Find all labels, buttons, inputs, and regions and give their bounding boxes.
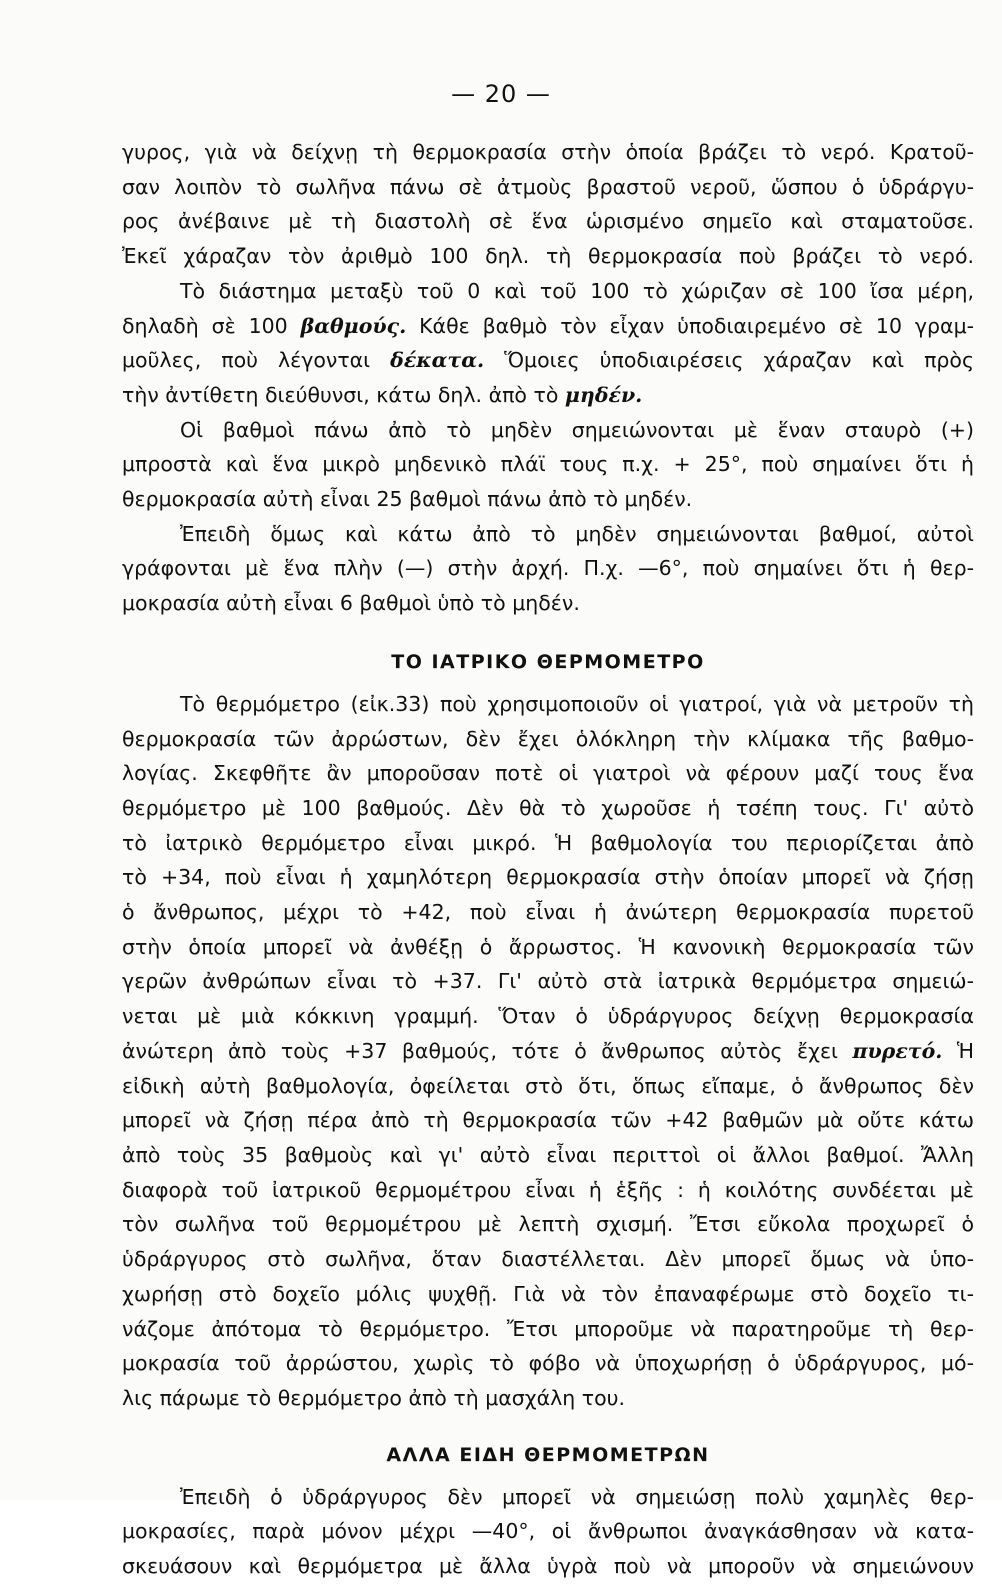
text-line: ὁ ἄνθρωπος, μέχρι τὸ +42, ποὺ εἶναι ἡ ἀνώτερη θερμοκρασία πυρετοῦ bbox=[122, 900, 974, 925]
paragraph-positive-degrees bbox=[122, 413, 974, 517]
emphasis-term-fever: πυρετό. bbox=[852, 1038, 943, 1063]
paragraph-degrees bbox=[122, 274, 974, 413]
text-segment: τὴν ἀντίθετη διεύθυνσι, κάτω δηλ. ἀπὸ τὸ bbox=[122, 382, 565, 407]
text-line: μοκρασία αὐτὴ εἶναι 6 βαθμοὶ ὑπὸ τὸ μηδέν. bbox=[122, 591, 580, 616]
text-line: γυρος, γιὰ νὰ δείχνῃ τὴ θερμοκρασία στὴν ὁποία βράζει τὸ νερό. Κρατοῦ- bbox=[122, 140, 974, 164]
text-line: Ἐπειδὴ ὁ ὑδράργυρος δὲν μπορεῖ νὰ σημειώσῃ πολὺ χαμηλὲς θερ- bbox=[180, 1484, 974, 1509]
paragraph-other-thermometers bbox=[122, 1480, 974, 1584]
text-line: εἰδικὴ αὐτὴ βαθμολογία, ὀφείλεται στὸ ὅτι, ὅπως εἴπαμε, ὁ ἄνθρωπος δὲν bbox=[122, 1073, 974, 1098]
text-line bbox=[122, 343, 974, 378]
text-line: τὸ ἰατρικὸ θερμόμετρο εἶναι μικρό. Ἡ βαθμολογία του περιορίζεται ἀπὸ bbox=[122, 830, 974, 855]
text-line: Τὸ θερμόμετρο (εἰκ.33) ποὺ χρησιμοποιοῦν οἱ γιατροί, γιὰ νὰ μετροῦν τὴ bbox=[180, 691, 974, 716]
text-line: μοκρασίες, παρὰ μόνον μέχρι —40°, οἱ ἄνθρωποι ἀναγκάσθησαν νὰ κατα- bbox=[122, 1519, 974, 1544]
emphasis-term-tenths: δέκατα. bbox=[390, 348, 485, 373]
text-line: μπροστὰ καὶ ἕνα μικρὸ μηδενικὸ πλάϊ τους π.χ. + 25°, ποὺ σημαίνει ὅτι ἡ bbox=[122, 452, 974, 477]
text-segment: Ἡ bbox=[942, 1038, 974, 1063]
text-line: Ἐπειδὴ ὅμως καὶ κάτω ἀπὸ τὸ μηδὲν σημειώνονται βαθμοί, αὐτοὶ bbox=[180, 521, 974, 546]
text-line: μοκρασία τοῦ ἀρρώστου, χωρὶς τὸ φόβο νὰ ὑποχωρήσῃ ὁ ὑδράργυρος, μό- bbox=[122, 1351, 974, 1376]
text-line: σκευάσουν καὶ θερμόμετρα μὲ ἄλλα ὑγρὰ ποὺ νὰ μποροῦν νὰ σημειώνουν bbox=[122, 1554, 974, 1579]
text-line bbox=[122, 1034, 974, 1069]
text-line bbox=[122, 309, 974, 344]
paragraph-medical-thermometer bbox=[122, 687, 974, 1416]
text-segment: μοῦλες, ποὺ λέγονται bbox=[122, 348, 391, 373]
paragraph-negative-degrees bbox=[122, 517, 974, 621]
text-line: νεται μὲ μιὰ κόκκινη γραμμή. Ὅταν ὁ ὑδράργυρος δείχνῃ θερμοκρασία bbox=[122, 1004, 974, 1029]
text-segment: Κάθε βαθμὸ τὸν εἶχαν ὑποδιαιρεμένο σὲ 10 γραμ- bbox=[406, 313, 975, 338]
text-line: λογίας. Σκεφθῆτε ἂν μποροῦσαν ποτὲ οἱ γιατροὶ νὰ φέρουν μαζί τους ἕνα bbox=[122, 761, 974, 786]
text-line: θερμοκρασία αὐτὴ εἶναι 25 βαθμοὶ πάνω ἀπὸ τὸ μηδέν. bbox=[122, 487, 693, 512]
text-line: χωρήσῃ στὸ δοχεῖο μόλις ψυχθῇ. Γιὰ νὰ τὸν ἐπαναφέρωμε στὸ δοχεῖο τι- bbox=[122, 1281, 974, 1306]
text-segment: ἀνώτερη ἀπὸ τοὺς +37 βαθμούς, τότε ὁ ἄνθρωπος αὐτὸς ἔχει bbox=[122, 1038, 853, 1063]
section-heading-other-thermometers: ΑΛΛΑ ΕΙΔΗ ΘΕΡΜΟΜΕΤΡΩΝ bbox=[386, 1443, 710, 1466]
text-line: σαν λοιπὸν τὸ σωλῆνα πάνω σὲ ἀτμοὺς βραστοῦ νεροῦ, ὥσπου ὁ ὑδράργυ- bbox=[122, 174, 974, 199]
text-line: ρος ἀνέβαινε μὲ τὴ διαστολὴ σὲ ἕνα ὡρισμένο σημεῖο καὶ σταματοῦσε. bbox=[122, 209, 974, 234]
text-line: ὑδράργυρος στὸ σωλῆνα, ὅταν διαστέλλεται. Δὲν μπορεῖ ὅμως νὰ ὑπο- bbox=[122, 1247, 974, 1272]
text-line: γερῶν ἀνθρώπων εἶναι τὸ +37. Γι' αὐτὸ στὰ ἰατρικὰ θερμόμετρα σημειώ- bbox=[122, 969, 974, 994]
text-segment: Ὅμοιες ὑποδιαιρέσεις χάραζαν καὶ πρὸς bbox=[484, 348, 974, 373]
text-line: νάζομε ἀπότομα τὸ θερμόμετρο. Ἔτσι μποροῦμε νὰ παρατηροῦμε τὴ θερ- bbox=[122, 1316, 974, 1341]
text-segment: δηλαδὴ σὲ 100 bbox=[122, 313, 301, 338]
emphasis-term-degrees: βαθμούς. bbox=[300, 313, 407, 338]
paragraph-thermometer-boiling-point bbox=[122, 135, 974, 274]
text-line: θερμόμετρο μὲ 100 βαθμούς. Δὲν θὰ τὸ χωροῦσε ἡ τσέπη τους. Γι' αὐτὸ bbox=[122, 795, 974, 820]
text-line: διαφορὰ τοῦ ἰατρικοῦ θερμομέτρου εἶναι ἡ ἑξῆς : ἡ κοιλότης συνδέεται μὲ bbox=[122, 1177, 974, 1202]
text-line: στὴν ὁποία μπορεῖ νὰ ἀνθέξῃ ὁ ἄρρωστος. Ἡ κανονικὴ θερμοκρασία τῶν bbox=[122, 934, 974, 959]
text-line: Οἱ βαθμοὶ πάνω ἀπὸ τὸ μηδὲν σημειώνονται μὲ ἕναν σταυρὸ (+) bbox=[180, 417, 974, 442]
text-line: Τὸ διάστημα μεταξὺ τοῦ 0 καὶ τοῦ 100 τὸ χώριζαν σὲ 100 ἴσα μέρη, bbox=[180, 278, 974, 303]
page-number: — 20 — bbox=[451, 80, 551, 108]
page-body bbox=[122, 135, 974, 1584]
section-heading-medical-thermometer: ΤΟ ΙΑΤΡΙΚΟ ΘΕΡΜΟΜΕΤΡΟ bbox=[391, 650, 705, 673]
text-line: θερμοκρασία τῶν ἀρρώστων, δὲν ἔχει ὁλόκληρη τὴν κλίμακα τῆς βαθμο- bbox=[122, 726, 974, 751]
text-line: γράφονται μὲ ἕνα πλὴν (—) στὴν ἀρχή. Π.χ. —6°, ποὺ σημαίνει ὅτι ἡ θερ- bbox=[122, 556, 974, 581]
text-line bbox=[122, 378, 974, 413]
text-line: Ἐκεῖ χάραζαν τὸν ἀριθμὸ 100 δηλ. τὴ θερμοκρασία ποὺ βράζει τὸ νερό. bbox=[122, 244, 974, 269]
text-line: μπορεῖ νὰ ζήσῃ πέρα ἀπὸ τὴ θερμοκρασία τῶν +42 βαθμῶν μὰ οὔτε κάτω bbox=[122, 1108, 974, 1133]
text-line: τὸ +34, ποὺ εἶναι ἡ χαμηλότερη θερμοκρασία στὴν ὁποίαν μπορεῖ νὰ ζήσῃ bbox=[122, 865, 974, 890]
text-line: λις πάρωμε τὸ θερμόμετρο ἀπὸ τὴ μασχάλη του. bbox=[122, 1385, 626, 1410]
text-line: τὸν σωλῆνα τοῦ θερμομέτρου μὲ λεπτὴ σχισμή. Ἔτσι εὔκολα προχωρεῖ ὁ bbox=[122, 1212, 974, 1237]
emphasis-term-zero: μηδέν. bbox=[564, 382, 643, 407]
text-line: ἀπὸ τοὺς 35 βαθμοὺς καὶ γι' αὐτὸ εἶναι περιττοὶ οἱ ἄλλοι βαθμοί. Ἄλλη bbox=[122, 1142, 974, 1167]
